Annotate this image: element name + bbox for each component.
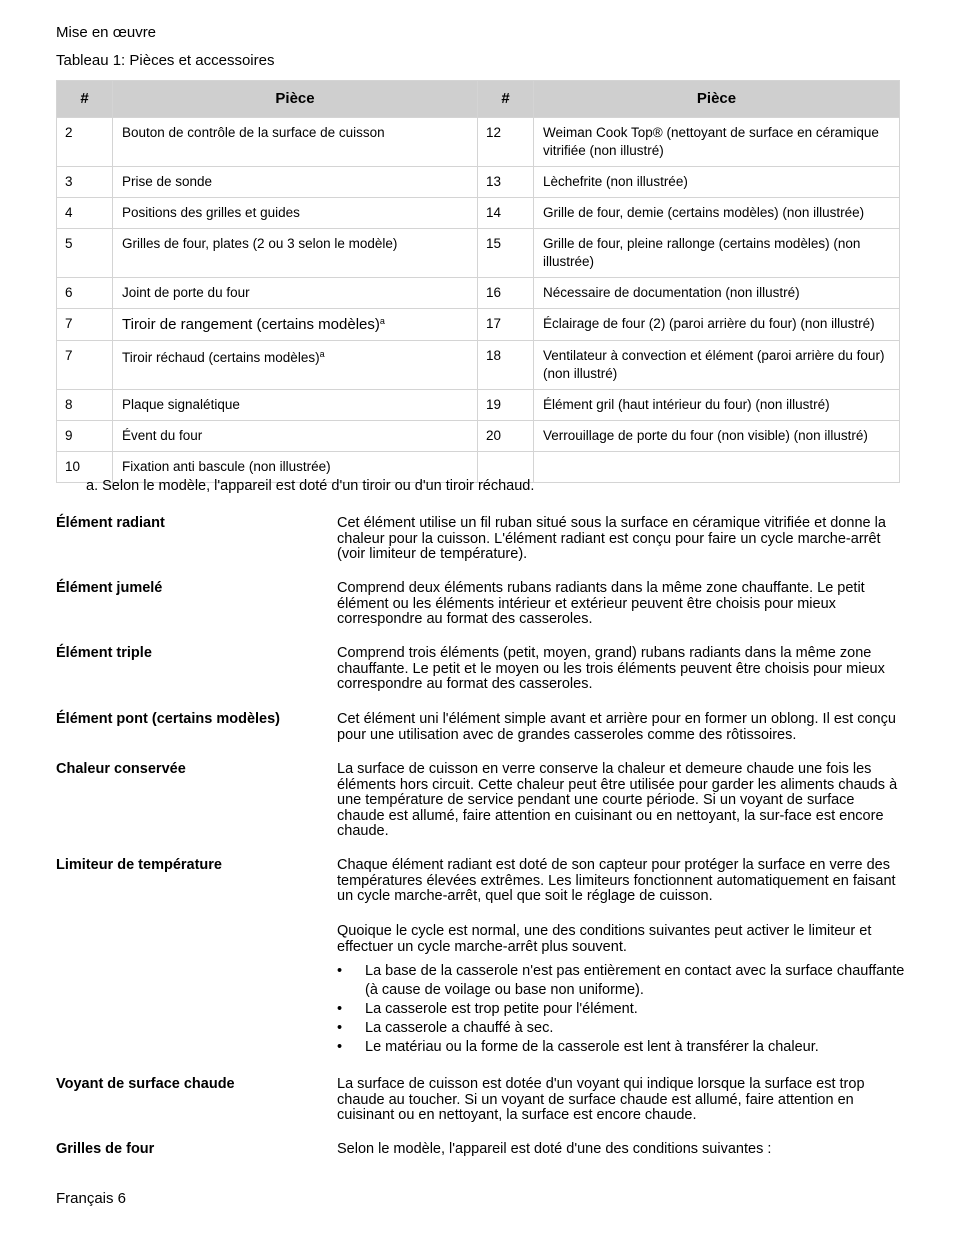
table-row (57, 198, 900, 229)
part-number: 4 (57, 198, 113, 229)
table-row (57, 390, 900, 421)
list-item (337, 1000, 907, 1019)
part-name: Nécessaire de documentation (non illustré) (534, 278, 900, 309)
definition-term: Élément pont (certains modèles) (56, 711, 280, 727)
table-row (57, 421, 900, 452)
definition-term: Grilles de four (56, 1141, 155, 1157)
list-item (337, 1019, 907, 1038)
part-number: 17 (478, 309, 534, 341)
col-header-part: Pièce (113, 81, 478, 118)
table-header-row (57, 81, 900, 118)
definition-term: Élément radiant (56, 515, 165, 531)
part-number: 13 (478, 167, 534, 198)
part-name (113, 309, 478, 341)
bullet-icon: • (337, 1020, 343, 1036)
part-name: Verrouillage de porte du four (non visible) (non illustré) (534, 421, 900, 452)
part-number: 12 (478, 118, 534, 167)
parts-table (56, 80, 900, 483)
list-item-text: La casserole est trop petite pour l'élément. (365, 1001, 638, 1017)
definition-text: Cet élément uni l'élément simple avant et arrière pour en former un oblong. Il est conçu pour une utilisation avec de grandes casseroles comme des rôtissoires. (337, 711, 896, 743)
definition-text-continued: Quoique le cycle est normal, une des conditions suivantes peut activer le limiteur et effectuer un cycle marche-arrêt plus souvent. (337, 923, 872, 955)
limiter-conditions-list (337, 962, 907, 1057)
part-number: 18 (478, 341, 534, 390)
definition-term: Chaleur conservée (56, 761, 186, 777)
part-number: 14 (478, 198, 534, 229)
table-footnote: a. Selon le modèle, l'appareil est doté d'un tiroir ou d'un tiroir réchaud. (86, 478, 535, 494)
definition-term: Élément jumelé (56, 580, 163, 596)
footnote-ref: a (379, 316, 385, 326)
col-header-number: # (57, 81, 113, 118)
part-number: 2 (57, 118, 113, 167)
definition-text: Cet élément utilise un fil ruban situé sous la surface en céramique vitrifiée et donne la chaleur pour la cuisson. L'élément radiant est conçu pour faire un cycle marche-arrêt (voir limiteur de température). (337, 515, 886, 563)
table-row (57, 309, 900, 341)
table-row (57, 167, 900, 198)
part-name: Lèchefrite (non illustrée) (534, 167, 900, 198)
part-name (534, 452, 900, 483)
part-name: Joint de porte du four (113, 278, 478, 309)
part-name: Éclairage de four (2) (paroi arrière du four) (non illustré) (534, 309, 900, 341)
definition-term: Voyant de surface chaude (56, 1076, 235, 1092)
definition-text: Comprend deux éléments rubans radiants dans la même zone chauffante. Le petit élément ou les éléments intérieur et extérieur peuvent être choisis pour mieux correspondre au format des casseroles. (337, 580, 865, 628)
definition-text: Chaque élément radiant est doté de son capteur pour protéger la surface en verre des températures élevées extrêmes. Les limiteurs fonctionnent automatiquement en faisant un cycle marche-arrêt, quel que soit le réglage de cuisson. (337, 857, 896, 905)
part-number: 3 (57, 167, 113, 198)
part-name: Élément gril (haut intérieur du four) (non illustré) (534, 390, 900, 421)
part-name: Ventilateur à convection et élément (paroi arrière du four) (non illustré) (534, 341, 900, 390)
definition-text: Selon le modèle, l'appareil est doté d'une des conditions suivantes : (337, 1141, 772, 1157)
part-number: 20 (478, 421, 534, 452)
part-name: Bouton de contrôle de la surface de cuisson (113, 118, 478, 167)
part-name: Plaque signalétique (113, 390, 478, 421)
part-name (113, 341, 478, 390)
part-name: Grille de four, demie (certains modèles) (non illustrée) (534, 198, 900, 229)
bullet-icon: • (337, 1039, 343, 1055)
page-footer: Français 6 (56, 1190, 127, 1207)
part-number: 7 (57, 309, 113, 341)
table-row (57, 341, 900, 390)
definition-text: Comprend trois éléments (petit, moyen, grand) rubans radiants dans la même zone chauffante. Le petit et le moyen ou les trois éléments peuvent être choisis pour mieux correspondre au format des casseroles. (337, 645, 885, 693)
list-item (337, 962, 907, 1000)
part-number: 9 (57, 421, 113, 452)
definition-term: Élément triple (56, 645, 152, 661)
part-name: Évent du four (113, 421, 478, 452)
definition-text: La surface de cuisson est dotée d'un voyant qui indique lorsque la surface est trop chaude au toucher. Si un voyant de surface chaude est allumé, faire attention en cuisinant ou en nettoyant, la surface est encore chaude. (337, 1076, 865, 1124)
definition-term: Limiteur de température (56, 857, 222, 873)
col-header-number: # (478, 81, 534, 118)
part-name: Prise de sonde (113, 167, 478, 198)
part-number: 6 (57, 278, 113, 309)
bullet-icon: • (337, 963, 343, 979)
table-row (57, 118, 900, 167)
part-number: 16 (478, 278, 534, 309)
footnote-ref: a (319, 349, 325, 359)
part-name: Fixation anti bascule (non illustrée) (113, 452, 478, 483)
part-name: Weiman Cook Top® (nettoyant de surface en céramique vitrifiée (non illustré) (534, 118, 900, 167)
list-item (337, 1038, 907, 1057)
list-item-text: Le matériau ou la forme de la casserole est lent à transférer la chaleur. (365, 1039, 819, 1055)
col-header-part: Pièce (534, 81, 900, 118)
running-header: Mise en œuvre (56, 24, 157, 41)
part-name-text: Tiroir réchaud (certains modèles) (122, 350, 320, 365)
definition-text: La surface de cuisson en verre conserve la chaleur et demeure chaude une fois les éléments hors circuit. Cette chaleur peut être utilisée pour garder les aliments chauds à une température de service pendant une courte période. Si un voyant de surface chaude est allumé, faire attention en cuisinant ou en nettoyant, la sur-face est encore chaude. (337, 761, 898, 840)
part-number: 19 (478, 390, 534, 421)
part-name-text: Tiroir de rangement (certains modèles) (122, 316, 380, 333)
bullet-icon: • (337, 1001, 343, 1017)
part-number: 7 (57, 341, 113, 390)
table-caption: Tableau 1: Pièces et accessoires (56, 52, 275, 69)
part-number: 8 (57, 390, 113, 421)
list-item-text: La base de la casserole n'est pas entièrement en contact avec la surface chauffante (à cause de voilage ou base non uniforme). (365, 963, 905, 998)
part-name: Grilles de four, plates (2 ou 3 selon le modèle) (113, 229, 478, 278)
part-number: 15 (478, 229, 534, 278)
part-name: Grille de four, pleine rallonge (certains modèles) (non illustrée) (534, 229, 900, 278)
part-number: 10 (57, 452, 113, 483)
table-row (57, 229, 900, 278)
part-number: 5 (57, 229, 113, 278)
part-name: Positions des grilles et guides (113, 198, 478, 229)
table-row (57, 278, 900, 309)
list-item-text: La casserole a chauffé à sec. (365, 1020, 554, 1036)
